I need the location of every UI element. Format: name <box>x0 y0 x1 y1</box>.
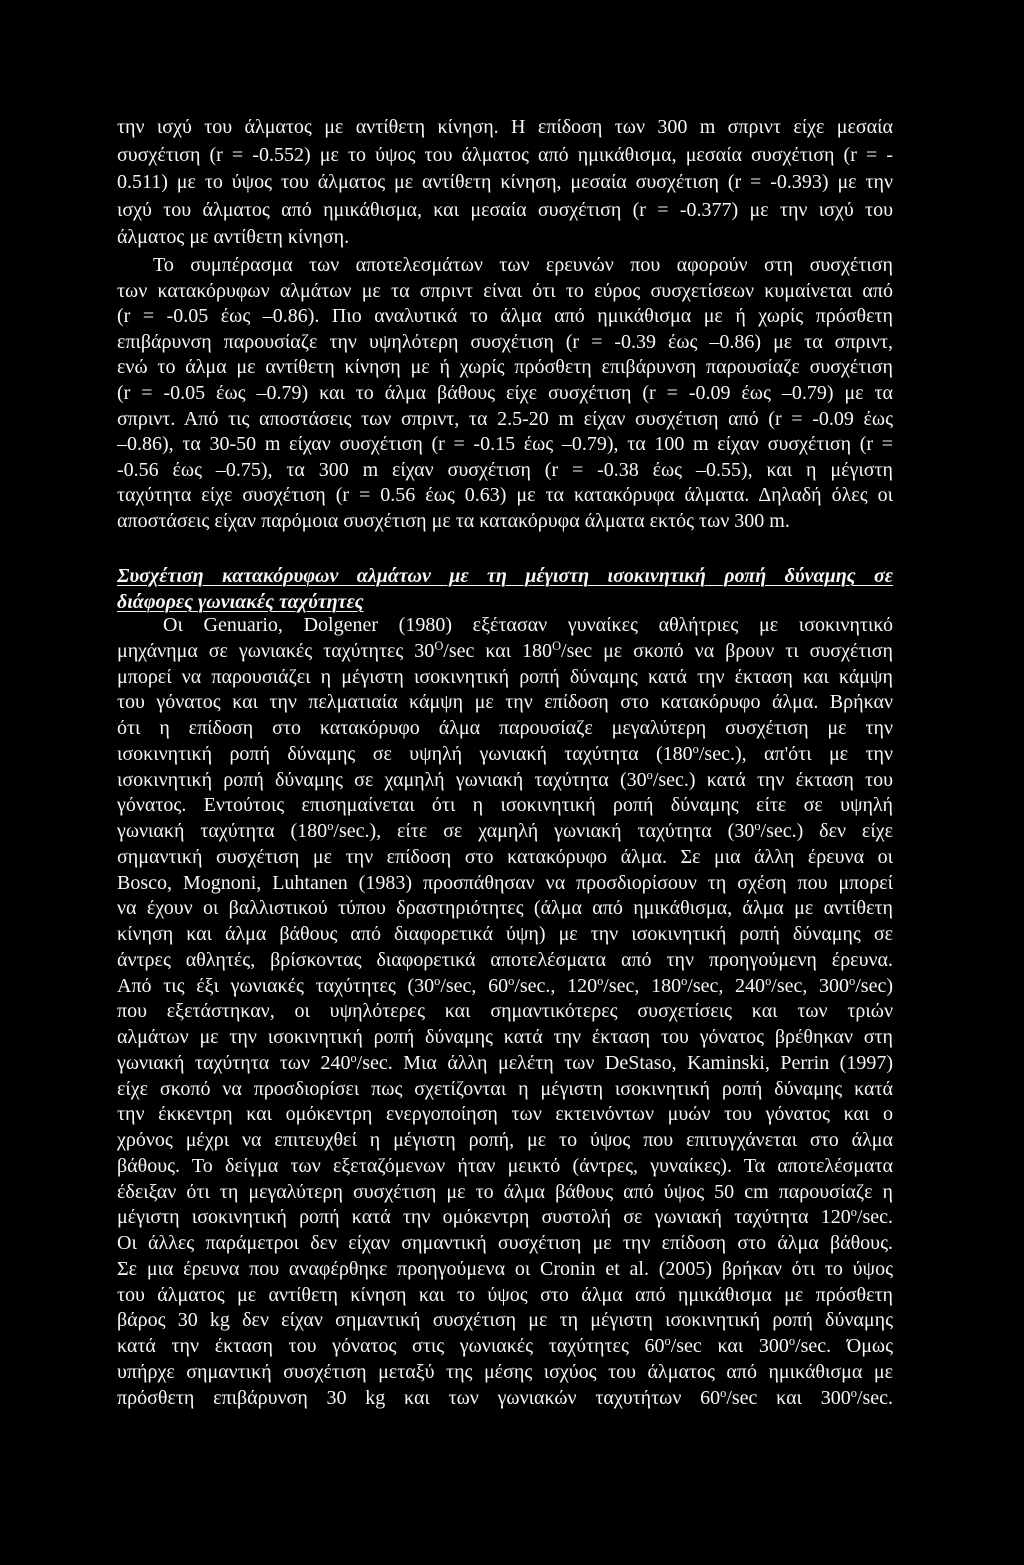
text-line <box>117 589 893 615</box>
text-run: Το συμπέρασμα των αποτελεσμάτων των ερευνών που αφορούν στη συσχέτιση <box>153 254 893 276</box>
section-heading <box>117 563 893 615</box>
text-line <box>117 458 893 484</box>
text-run: ισοκινητική ροπή δύναμης σε υψηλή γωνιακή ταχύτητα (180 <box>117 742 693 765</box>
text-run: /sec., 120 <box>514 974 598 997</box>
text-run: είχε σκοπό να προσδιορίσει πως σχετίζονται η μέγιστη ισοκινητική ροπή δύναμης κατά <box>117 1077 893 1100</box>
superscript: o <box>754 819 761 834</box>
text-line <box>117 999 893 1025</box>
text-line <box>117 1051 893 1077</box>
text-run: /sec. Όμως <box>795 1335 893 1357</box>
text-run: 0.511) με το ύψος του άλματος με αντίθετη κίνηση, μεσαία συσχέτιση (r = -0.393) με την <box>117 171 893 193</box>
text-run: μπορεί να παρουσιάζει η μέγιστη ισοκινητική ροπή δύναμης κατά την έκταση και κάμψη <box>117 665 893 688</box>
superscript: O <box>434 638 444 653</box>
text-line <box>117 330 893 356</box>
text-run: (r = -0.05 έως –0.79) και το άλμα βάθους είχε συσχέτιση (r = -0.09 έως –0.79) με τα <box>117 381 893 404</box>
superscript: o <box>765 973 772 988</box>
superscript: O <box>552 638 562 653</box>
text-run: /sec με σκοπό να βρουν τι συσχέτιση <box>561 639 893 662</box>
text-line <box>117 948 893 974</box>
text-run: σπριντ. Από τις αποστάσεις των σπριντ, τα 2.5-20 m είχαν συσχέτιση από (r = -0.09 έως <box>117 407 893 430</box>
text-run: βάθους. Το δείγμα των εξεταζόμενων ήταν μεικτό (άντρες, γυναίκες). Τα αποτελέσματα <box>117 1154 893 1177</box>
text-line <box>117 716 893 742</box>
text-run: /sec) <box>855 974 893 997</box>
text-line <box>117 169 893 197</box>
text-line <box>117 1386 893 1412</box>
text-run: (r = -0.05 έως –0.86). Πιο αναλυτικά το άλμα από ημικάθισμα με ή χωρίς πρόσθετη <box>117 305 893 328</box>
text-run: /sec, 300 <box>771 974 850 997</box>
text-run: κατά την έκταση του γόνατος στις γωνιακές ταχύτητες 60 <box>117 1335 665 1357</box>
text-run: χρόνος μέχρι να επιτευχθεί η μέγιστη ροπή, με το ύψος που επιτυγχάνεται στο άλμα <box>117 1129 893 1151</box>
superscript: o <box>664 1334 671 1349</box>
text-run: Bosco, Mognoni, Luhtanen (1983) προσπάθησαν να προσδιορίσουν τη σχέση που μπορεί <box>117 871 893 894</box>
superscript: o <box>646 767 653 782</box>
text-line <box>117 665 893 691</box>
text-run: του γόνατος και την πελματιαία κάμψη με την επίδοση στο κατακόρυφο άλμα. Βρήκαν <box>117 691 893 714</box>
text-line <box>117 613 893 639</box>
text-line <box>117 114 893 142</box>
text-run: των κατακόρυφων αλμάτων με τα σπριντ είναι ότι το εύρος συσχετίσεων κυμαίνεται από <box>117 279 893 302</box>
superscript: o <box>720 1385 727 1400</box>
text-run: βάρος 30 kg δεν είχαν σημαντική συσχέτιση με τη μέγιστη ισοκινητική ροπή δύναμης <box>117 1309 893 1332</box>
text-run: ισοκινητική ροπή δύναμης σε χαμηλή γωνιακή ταχύτητα (30 <box>117 768 647 791</box>
superscript: o <box>849 973 856 988</box>
text-line <box>117 845 893 871</box>
text-run: άλματος με αντίθετη κίνηση. <box>117 226 350 248</box>
text-run: την ισχύ του άλματος με αντίθετη κίνηση. Η επίδοση των 300 m σπριντ είχε μεσαία <box>117 116 893 138</box>
text-run: γωνιακή ταχύτητα των 240 <box>117 1051 351 1074</box>
text-run: πρόσθετη επιβάρυνση 30 kg και των γωνιακών ταχυτήτων 60 <box>117 1386 721 1409</box>
text-line <box>117 1308 893 1334</box>
superscript: o <box>327 819 334 834</box>
text-run: –0.86), τα 30-50 m είχαν συσχέτιση (r = -0.15 έως –0.79), τα 100 m είχαν συσχέτιση (r = <box>117 433 893 456</box>
text-run: /sec και 180 <box>443 639 553 662</box>
text-run: Από τις έξι γωνιακές ταχύτητες (30 <box>117 974 435 997</box>
text-line <box>117 355 893 381</box>
text-line <box>117 1205 893 1231</box>
superscript: o <box>350 1050 357 1065</box>
text-line <box>117 1128 893 1154</box>
text-run: που εξετάστηκαν, οι υψηλότερες και σημαντικότερες συσχετίσεις και των τριών <box>117 1000 893 1023</box>
text-line <box>117 1180 893 1206</box>
text-line <box>117 509 893 535</box>
text-run: /sec.) κατά την έκταση του <box>652 768 893 791</box>
text-run: Συσχέτιση κατακόρυφων αλμάτων με τη μέγιστη ισοκινητική ροπή δύναμης σε <box>117 565 893 587</box>
text-line <box>117 1257 893 1283</box>
text-run: αλμάτων με την ισοκινητική ροπή δύναμης κατά την έκταση του γόνατος βρέθηκαν στη <box>117 1026 893 1048</box>
text-line <box>117 871 893 897</box>
text-run: Οι άλλες παράμετροι δεν είχαν σημαντική συσχέτιση με την επίδοση στο άλμα βάθους. <box>117 1232 893 1254</box>
text-run: υπήρχε σημαντική συσχέτιση μεταξύ της μέσης ισχύος του άλματος από ημικάθισμα με <box>117 1360 893 1383</box>
text-run: άντρες αθλητές, βρίσκοντας διαφορετικά αποτελέσματα από την προηγούμενη έρευνα. <box>117 948 893 971</box>
text-run: επιβάρυνση παρουσίαζε την υψηλότερη συσχέτιση (r = -0.39 έως –0.86) με τα σπριντ, <box>117 330 893 353</box>
text-line <box>117 690 893 716</box>
text-line <box>117 279 893 305</box>
text-line <box>117 896 893 922</box>
text-line <box>117 768 893 794</box>
text-run: /sec.), απ'ότι με την <box>698 742 893 765</box>
text-run: /sec. <box>856 1386 893 1409</box>
text-run: /sec.), είτε σε χαμηλή γωνιακή ταχύτητα (30 <box>333 820 755 842</box>
text-run: /sec, 60 <box>440 974 509 997</box>
text-run: την έκκεντρη και ομόκεντρη ενεργοποίηση των εκτεινόντων μυών του γόνατος και ο <box>117 1103 893 1126</box>
text-run: μέγιστη ισοκινητική ροπή κατά την ομόκεντρη συστολή σε γωνιακή ταχύτητα 120 <box>117 1206 851 1229</box>
text-run: /sec και 300 <box>726 1386 851 1409</box>
text-run: /sec. Μια άλλη μελέτη των DeStaso, Kaminski, Perrin (1997) <box>356 1051 893 1074</box>
paragraph-continued <box>117 114 893 252</box>
text-line <box>117 142 893 170</box>
text-line <box>117 1360 893 1386</box>
superscript: o <box>788 1334 796 1349</box>
text-run: ενώ το άλμα με αντίθετη κίνηση με ή χωρίς πρόσθετη επιβάρυνση παρουσίαζε συσχέτιση <box>117 356 893 379</box>
text-line <box>117 432 893 458</box>
text-run: /sec. <box>856 1206 893 1229</box>
text-run: ότι η επίδοση στο κατακόρυφο άλμα παρουσίαζε μεγαλύτερη συσχέτιση με την <box>117 717 893 739</box>
text-line <box>117 563 893 589</box>
text-line <box>117 922 893 948</box>
text-run: να έχουν οι βαλλιστικού τύπου δραστηριότητες (άλμα από ημικάθισμα, άλμα με αντίθετη <box>117 897 893 920</box>
text-line <box>117 742 893 768</box>
text-run: -0.56 έως –0.75), τα 300 m είχαν συσχέτιση (r = -0.38 έως –0.55), και η μέγιστη <box>117 458 893 481</box>
text-line <box>117 407 893 433</box>
text-run: κίνηση και άλμα βάθους από διαφορετικά ύψη) με την ισοκινητική ροπή δύναμης σε <box>117 923 893 945</box>
text-line <box>117 224 893 252</box>
text-line <box>117 304 893 330</box>
text-run: έδειξαν ότι τη μεγαλύτερη συσχέτιση με το άλμα βάθους από ύψος 50 cm παρουσίαζε η <box>117 1180 893 1203</box>
text-run: αποστάσεις είχαν παρόμοια συσχέτιση με τα κατακόρυφα άλματα εκτός των 300 m. <box>117 509 790 532</box>
text-line <box>117 197 893 225</box>
text-run: του άλματος με αντίθετη κίνηση και το ύψος στο άλμα από ημικάθισμα με πρόσθετη <box>117 1283 893 1306</box>
text-run: διάφορες γωνιακές ταχύτητες <box>117 591 364 613</box>
text-line <box>117 1231 893 1257</box>
text-run: ισχύ του άλματος από ημικάθισμα, και μεσαία συσχέτιση (r = -0.377) με την ισχύ του <box>117 198 893 221</box>
text-line <box>117 483 893 509</box>
text-line <box>117 1102 893 1128</box>
text-run: Σε μια έρευνα που αναφέρθηκε προηγούμενα οι Cronin et al. (2005) βρήκαν ότι το ύψος <box>117 1257 893 1280</box>
text-run: Οι Genuario, Dolgener (1980) εξέτασαν γυναίκες αθλήτριες με ισοκινητικό <box>163 614 893 636</box>
text-line <box>117 1334 893 1360</box>
text-run: /sec και 300 <box>670 1335 789 1357</box>
text-run: /sec, 180 <box>603 974 682 997</box>
text-line <box>117 793 893 819</box>
text-run: ταχύτητα είχε συσχέτιση (r = 0.56 έως 0.63) με τα κατακόρυφα άλματα. Δηλαδή όλες οι <box>117 484 893 507</box>
summary-paragraph <box>117 253 893 535</box>
superscript: o <box>850 1385 857 1400</box>
text-run: σημαντική συσχέτιση με την επίδοση στο κατακόρυφο άλμα. Σε μια άλλη έρευνα οι <box>117 845 893 868</box>
text-line <box>117 1154 893 1180</box>
text-line <box>117 1025 893 1051</box>
text-run: γόνατος. Εντούτοις επισημαίνεται ότι η ισοκινητική ροπή δύναμης είτε σε υψηλή <box>117 794 893 817</box>
text-line <box>117 1077 893 1103</box>
superscript: o <box>692 741 699 756</box>
text-line <box>117 639 893 665</box>
superscript: o <box>508 973 515 988</box>
text-run: /sec.) δεν είχε <box>760 820 893 842</box>
text-line <box>117 974 893 1000</box>
text-run: γωνιακή ταχύτητα (180 <box>117 820 328 842</box>
text-run: /sec, 240 <box>687 974 766 997</box>
text-run: συσχέτιση (r = -0.552) με το ύψος του άλματος από ημικάθισμα, μεσαία συσχέτιση (r = - <box>117 143 893 166</box>
text-line <box>117 1283 893 1309</box>
text-run: μηχάνημα σε γωνιακές ταχύτητες 30 <box>117 639 435 662</box>
text-line <box>117 381 893 407</box>
superscript: o <box>850 1205 857 1220</box>
superscript: o <box>681 973 688 988</box>
isokinetic-paragraph <box>117 613 893 1411</box>
superscript: o <box>434 973 441 988</box>
superscript: o <box>597 973 604 988</box>
text-line <box>117 253 893 279</box>
text-line <box>117 819 893 845</box>
